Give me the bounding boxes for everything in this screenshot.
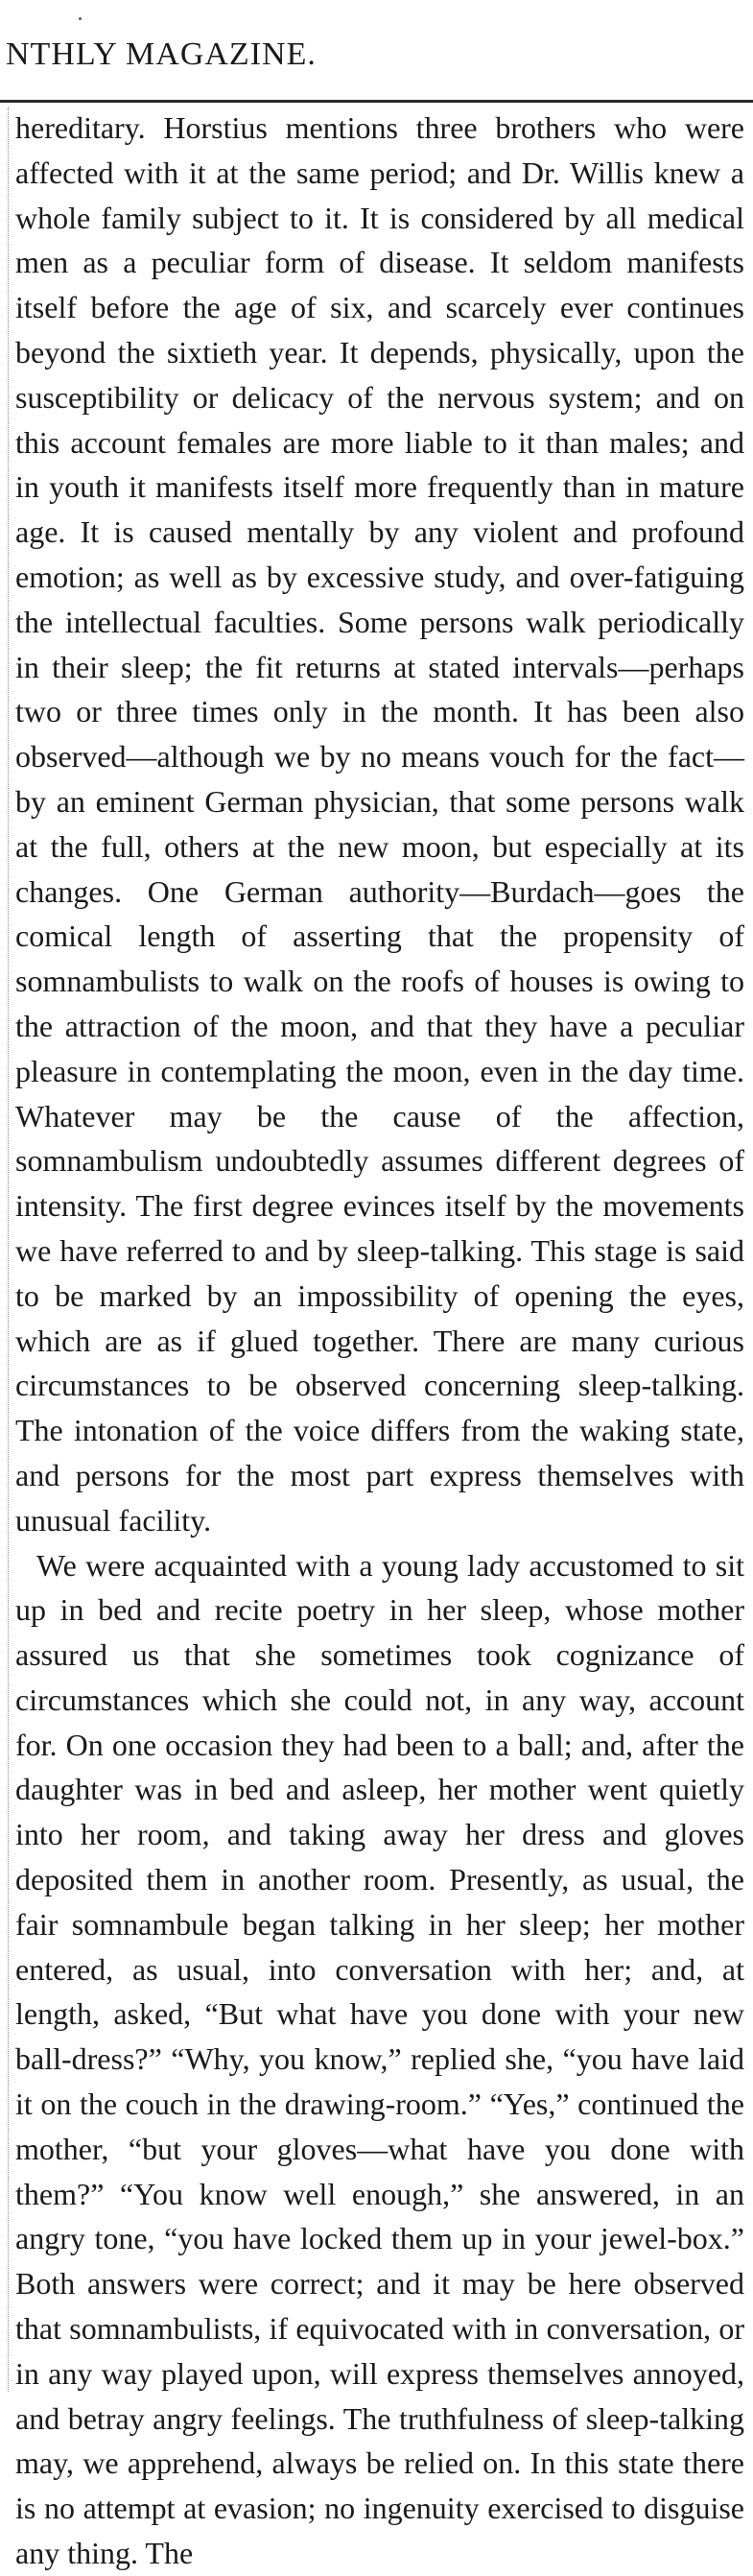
header-rule [0, 100, 753, 103]
running-head: NTHLY MAGAZINE. [6, 36, 317, 72]
print-speck [79, 17, 82, 20]
paragraph-continued: hereditary. Horstius mentions three brothers who were affected with it at the same period; and Dr. Willis knew a whole family subject to it. It is considered by all medical men as a peculiar form of disease. It seldom manifests itself before the age of six, and scarcely ever continues beyond the sixtieth year. It depends, physically, upon the susceptibility or delicacy of the nervous system; and on this account females are more liable to it than males; and in youth it manifests itself more frequently than in mature age. It is caused mentally by any violent and profound emotion; as well as by excessive study, and over-fatiguing the intellectual faculties. Some persons walk periodically in their sleep; the fit returns at stated intervals—perhaps two or three times only in the month. It has been also observed—although we by no means vouch for the fact—by an eminent German physician, that some persons walk at the full, others at the new moon, but especially at its changes. One German authority—Burdach—goes the comical length of asserting that the propensity of somnambulists to walk on the roofs of houses is owing to the attraction of the moon, and that they have a peculiar pleasure in contemplating the moon, even in the day time. Whatever may be the cause of the affection, somnambulism undoubtedly assumes different degrees of intensity. The first degree evinces itself by the movements we have referred to and by sleep-talking. This stage is said to be marked by an impossibility of opening the eyes, which are as if glued together. There are many curious circumstances to be observed concerning sleep-talking. The intonation of the voice differs from the waking state, and persons for the most part express themselves with unusual facility. [15, 110, 744, 1538]
paragraph: We were acquainted with a young lady accustomed to sit up in bed and recite poetry in her sleep, whose mother assured us that she sometimes took cognizance of circumstances which she could not, in any way, account for. On one occasion they had been to a ball; and, after the daughter was in bed and asleep, her mother went quietly into her room, and taking away her dress and gloves deposited them in another room. Presently, as usual, the fair somnambule began talking in her sleep; her mother entered, as usual, into conversation with her; and, at length, asked, “But what have you done with your new ball-dress?” “Why, you know,” replied she, “you have laid it on the couch in the drawing-room.” “Yes,” continued the mother, “but your gloves—what have you done with them?” “You know well enough,” she answered, in an angry tone, “you have locked them up in your jewel-box.” Both answers were correct; and it may be here observed that somnambulists, if equivocated with in conversation, or in any way played upon, will express themselves annoyed, and betray angry feelings. The truthfulness of sleep-talking may, we apprehend, always be relied on. In this state there is no attempt at evasion; no ingenuity exercised to disguise any thing. The [15, 1547, 744, 2571]
column-margin-line [8, 107, 9, 2392]
article-column [15, 106, 744, 2576]
